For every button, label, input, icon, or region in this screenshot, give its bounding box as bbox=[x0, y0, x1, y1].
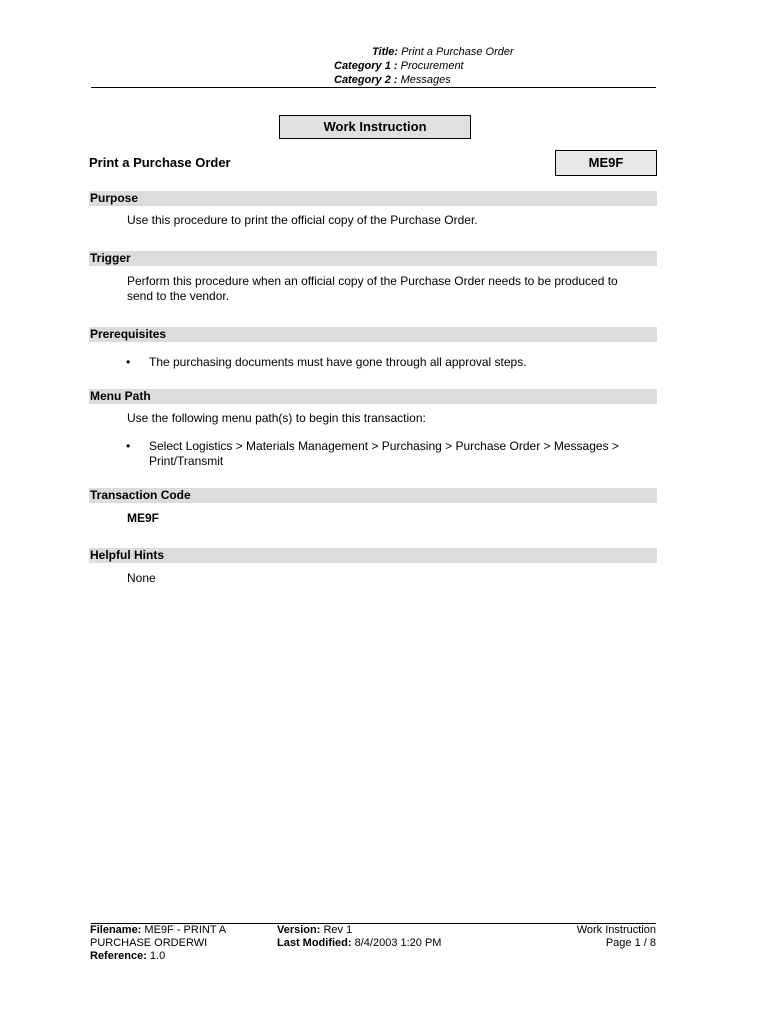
header-category-2-value: Messages bbox=[400, 74, 451, 86]
footer-last-modified-label: Last Modified: bbox=[277, 937, 352, 949]
header-category-2 bbox=[334, 74, 451, 86]
menu-path-intro: Use the following menu path(s) to begin this transaction: bbox=[127, 411, 426, 425]
footer-reference-label: Reference: bbox=[90, 950, 147, 962]
footer-last-modified bbox=[277, 937, 441, 950]
header-title-value: Print a Purchase Order bbox=[401, 46, 514, 58]
section-heading-helpful-hints: Helpful Hints bbox=[89, 548, 657, 563]
menu-path-line-2: Print/Transmit bbox=[149, 454, 224, 468]
transaction-code-box: ME9F bbox=[555, 150, 657, 176]
header-category-1-value: Procurement bbox=[400, 60, 464, 72]
footer-last-modified-value: 8/4/2003 1:20 PM bbox=[354, 937, 442, 949]
footer-filename-value-1: ME9F - PRINT A bbox=[144, 924, 227, 936]
header-category-2-label: Category 2 : bbox=[334, 74, 398, 86]
trigger-text-line-1: Perform this procedure when an official copy of the Purchase Order needs to be produced to bbox=[127, 274, 618, 288]
prerequisite-item: The purchasing documents must have gone through all approval steps. bbox=[149, 355, 527, 369]
header-category-1-label: Category 1 : bbox=[334, 60, 398, 72]
footer-version bbox=[277, 924, 352, 937]
footer-filename-label: Filename: bbox=[90, 924, 142, 936]
footer-page-number: Page 1 / 8 bbox=[605, 937, 656, 949]
header-category-1 bbox=[334, 60, 464, 72]
section-heading-transaction-code: Transaction Code bbox=[89, 488, 657, 503]
footer-version-label: Version: bbox=[277, 924, 321, 936]
helpful-hints-text: None bbox=[127, 571, 156, 585]
footer-filename bbox=[90, 924, 226, 937]
footer-version-value: Rev 1 bbox=[323, 924, 353, 936]
header-title bbox=[372, 46, 514, 58]
document-title: Print a Purchase Order bbox=[89, 155, 231, 170]
purpose-text: Use this procedure to print the official copy of the Purchase Order. bbox=[127, 213, 478, 227]
section-heading-trigger: Trigger bbox=[89, 251, 657, 266]
section-heading-menu-path: Menu Path bbox=[89, 389, 657, 404]
footer-filename-value-2: PURCHASE ORDERWI bbox=[90, 937, 208, 949]
bullet-icon: • bbox=[126, 355, 131, 369]
header-divider bbox=[91, 87, 656, 88]
work-instruction-banner: Work Instruction bbox=[279, 115, 471, 139]
bullet-icon: • bbox=[126, 439, 131, 453]
trigger-text-line-2: send to the vendor. bbox=[127, 289, 230, 303]
header-title-label: Title: bbox=[372, 46, 399, 58]
footer-document-type: Work Instruction bbox=[576, 924, 656, 936]
footer-reference-value: 1.0 bbox=[149, 950, 166, 962]
section-heading-prerequisites: Prerequisites bbox=[89, 327, 657, 342]
footer-reference bbox=[90, 950, 165, 963]
section-heading-purpose: Purpose bbox=[89, 191, 657, 206]
transaction-code-value: ME9F bbox=[127, 511, 160, 525]
menu-path-line-1: Select Logistics > Materials Management > Purchasing > Purchase Order > Messages > bbox=[149, 439, 619, 453]
